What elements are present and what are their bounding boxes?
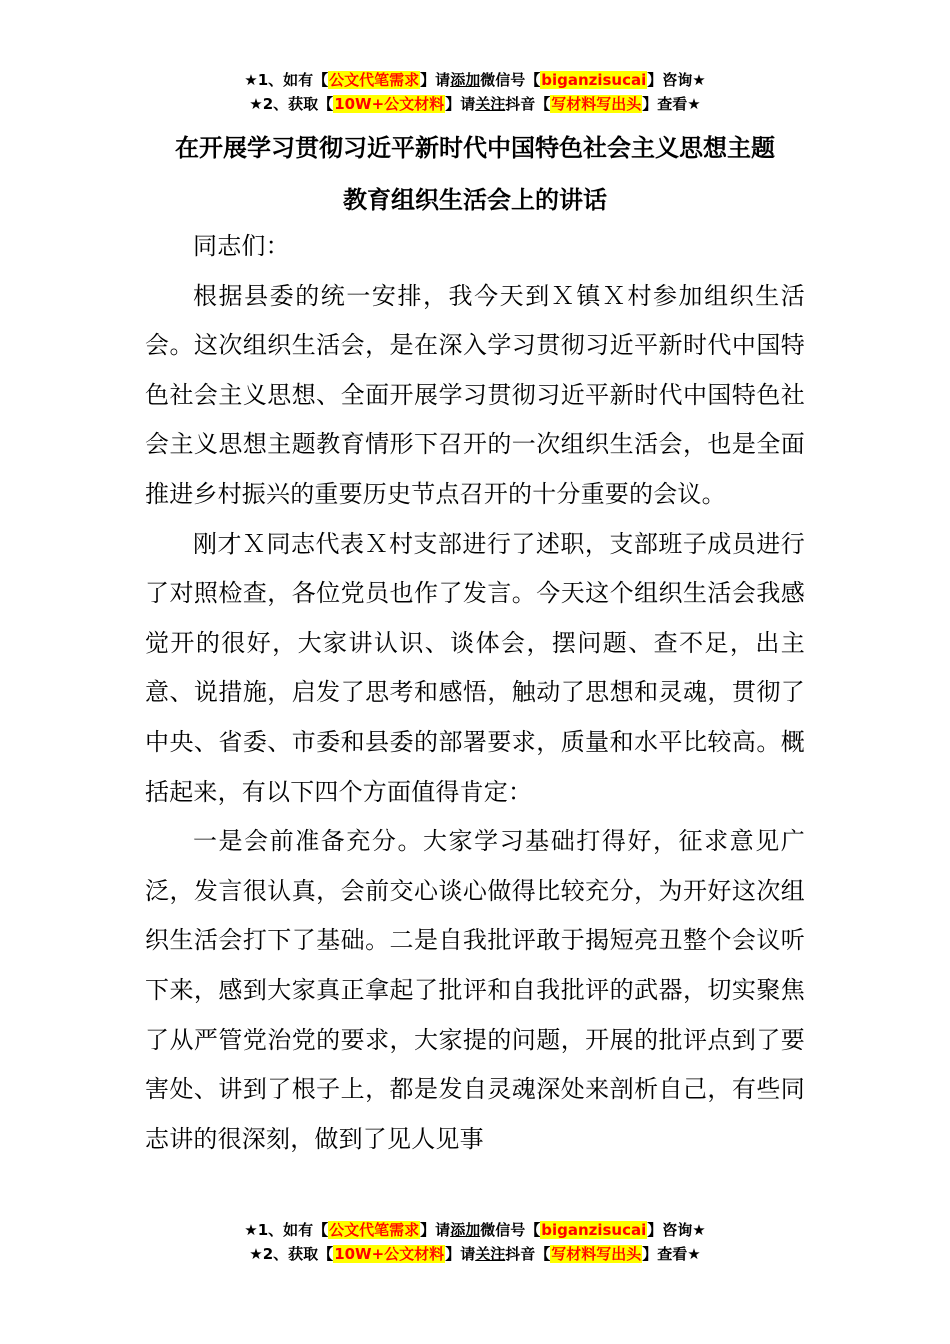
body-paragraph: 一是会前准备充分。大家学习基础打得好，征求意见广泛，发言很认真，会前交心谈心做得比较充分，为开好这次组织生活会打下了基础。二是自我批评敢于揭短亮丑整个会议听下来，感到大家真正拿起了批评和自我批评的武器，切实聚焦了从严管党治党的要求，大家提的问题，开展的批评点到了要害处、讲到了根子上，都是发自灵魂深处来剖析自己，有些同志讲的很深刻，做到了见人见事 <box>145 827 805 1153</box>
document-title-line-1: 在开展学习贯彻习近平新时代中国特色社会主义思想主题 <box>175 134 775 162</box>
banner-text: 】请 <box>420 71 451 89</box>
body-paragraph: 刚才Ｘ同志代表Ｘ村支部进行了述职，支部班子成员进行了对照检查，各位党员也作了发言。今天这个组织生活会我感觉开的很好，大家讲认识、谈体会，摆问题、查不足，出主意、说措施，启发了思考和感悟，触动了思想和灵魂，贯彻了中央、省委、市委和县委的部署要求，质量和水平比较高。概括起来，有以下四个方面值得肯定： <box>145 529 805 806</box>
banner-highlight: 写材料写出头 <box>551 1245 642 1263</box>
banner-text: 】查看★ <box>642 1245 701 1263</box>
banner-text: 抖音【 <box>505 1245 551 1263</box>
banner-highlight: 写材料写出头 <box>551 95 642 113</box>
banner-text: 】请 <box>445 95 476 113</box>
banner-underlined-text: 关注 <box>475 1245 506 1263</box>
banner-text: 抖音【 <box>505 95 551 113</box>
banner-line-2 <box>0 1242 950 1266</box>
banner-underlined-text: 关注 <box>475 95 506 113</box>
banner-text: ★1、如有【 <box>244 1221 329 1239</box>
banner-text: ★1、如有【 <box>244 71 329 89</box>
banner-line-2 <box>0 92 950 116</box>
banner-line-1 <box>0 1218 950 1242</box>
banner-text: 】咨询★ <box>647 71 706 89</box>
banner-highlight: 公文代笔需求 <box>329 71 420 89</box>
banner-highlight: 10W+公文材料 <box>334 95 445 113</box>
banner-highlight: 公文代笔需求 <box>329 1221 420 1239</box>
document-title-line-2: 教育组织生活会上的讲话 <box>343 186 607 214</box>
banner-underlined-text: 添加 <box>450 1221 481 1239</box>
banner-highlight: 10W+公文材料 <box>334 1245 445 1263</box>
body-paragraph: 根据县委的统一安排，我今天到Ｘ镇Ｘ村参加组织生活会。这次组织生活会，是在深入学习贯彻习近平新时代中国特色社会主义思想、全面开展学习贯彻习近平新时代中国特色社会主义思想主题教育情形下召开的一次组织生活会，也是全面推进乡村振兴的重要历史节点召开的十分重要的会议。 <box>145 281 805 508</box>
bottom-banner <box>0 1218 950 1266</box>
document-body <box>145 222 805 1164</box>
banner-line-1 <box>0 68 950 92</box>
banner-text: 】请 <box>420 1221 451 1239</box>
top-banner <box>0 68 950 116</box>
banner-text: 】查看★ <box>642 95 701 113</box>
banner-underlined-text: 添加 <box>450 71 481 89</box>
banner-highlight: biganzisucai <box>541 1221 647 1239</box>
banner-text: ★2、获取【 <box>249 95 334 113</box>
banner-text: 微信号【 <box>480 1221 541 1239</box>
banner-text: ★2、获取【 <box>249 1245 334 1263</box>
banner-text: 微信号【 <box>480 71 541 89</box>
banner-highlight: biganzisucai <box>541 71 647 89</box>
banner-text: 】咨询★ <box>647 1221 706 1239</box>
salutation: 同志们： <box>193 232 290 260</box>
banner-text: 】请 <box>445 1245 476 1263</box>
